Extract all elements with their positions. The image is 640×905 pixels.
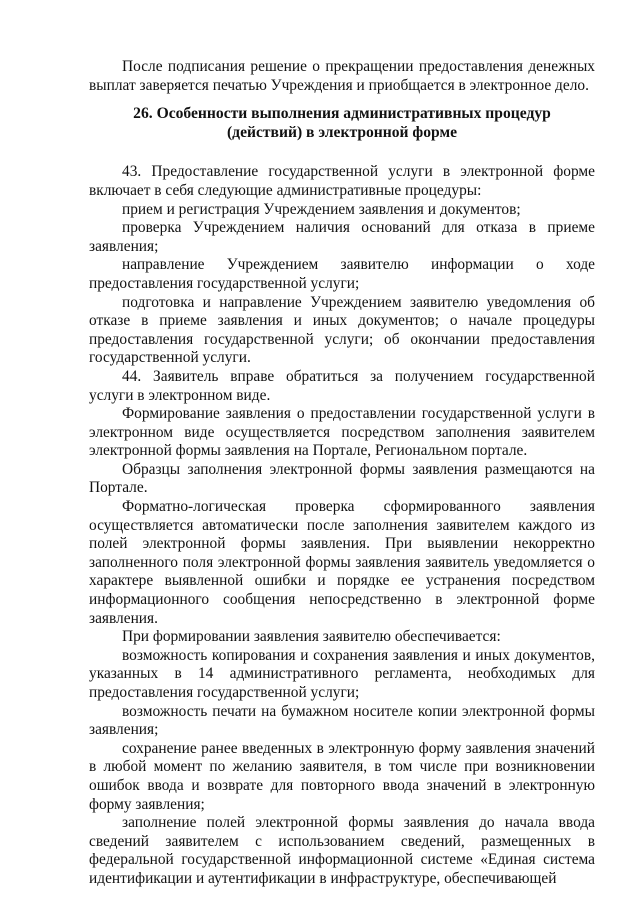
paragraph: направление Учреждением заявителю информации о ходе предоставления государственной услуги; bbox=[89, 256, 595, 292]
paragraph: 44. Заявитель вправе обратиться за получением государственной услуги в электронном виде. bbox=[89, 367, 595, 404]
paragraph: подготовка и направление Учреждением заявителю уведомления об отказе в приеме заявления и иных документов; о начале процедуры предоставления государственной услуги; об окончании предоставления государственной услуги. bbox=[89, 293, 595, 367]
paragraph: возможность печати на бумажном носителе копии электронной формы заявления; bbox=[89, 702, 595, 739]
paragraph: При формировании заявления заявителю обеспечивается: bbox=[122, 628, 501, 646]
document-body bbox=[89, 58, 595, 889]
paragraph: 43. Предоставление государственной услуги в электронной форме включает в себя следующие административные процедуры: bbox=[89, 163, 595, 199]
intro-paragraph: После подписания решение о прекращении предоставления денежных выплат заверяется печатью Учреждения и приобщается в электронное дело. bbox=[89, 58, 595, 94]
paragraph: Форматно-логическая проверка сформированного заявления осуществляется автоматически после заполнения заявителем каждого из полей электронной формы заявления. При выявлении некорректно заполненного поля электронной формы заявления заявитель уведомляется о характере выявленной ошибки и порядке ее устранения посредством информационного сообщения непосредственно в электронной форме заявления. bbox=[89, 498, 595, 627]
section-title: 26. Особенности выполнения административных процедур (действий) в электронной форме bbox=[133, 105, 551, 141]
paragraph: прием и регистрация Учреждением заявления и документов; bbox=[122, 200, 521, 218]
paragraph: сохранение ранее введенных в электронную форму заявления значений в любой момент по желанию заявителя, в том числе при возникновении ошибок ввода и возврате для повторного ввода значений в электронную форму заявления; bbox=[89, 739, 595, 813]
paragraph: возможность копирования и сохранения заявления и иных документов, указанных в 14 административного регламента, необходимых для предоставления государственной услуги; bbox=[89, 646, 595, 701]
paragraph: Формирование заявления о предоставлении государственной услуги в электронном виде осуществляется посредством заполнения заявителем электронной формы заявления на Портале, Региональном портале. bbox=[89, 405, 595, 460]
paragraph: Образцы заполнения электронной формы заявления размещаются на Портале. bbox=[89, 460, 595, 497]
paragraph: проверка Учреждением наличия оснований для отказа в приеме заявления; bbox=[89, 219, 595, 255]
paragraph: заполнение полей электронной формы заявления до начала ввода сведений заявителем с использованием сведений, размещенных в федеральной государственной информационной системе «Единая система идентификации и аутентификации в инфраструктуре, обеспечивающей bbox=[89, 814, 595, 887]
